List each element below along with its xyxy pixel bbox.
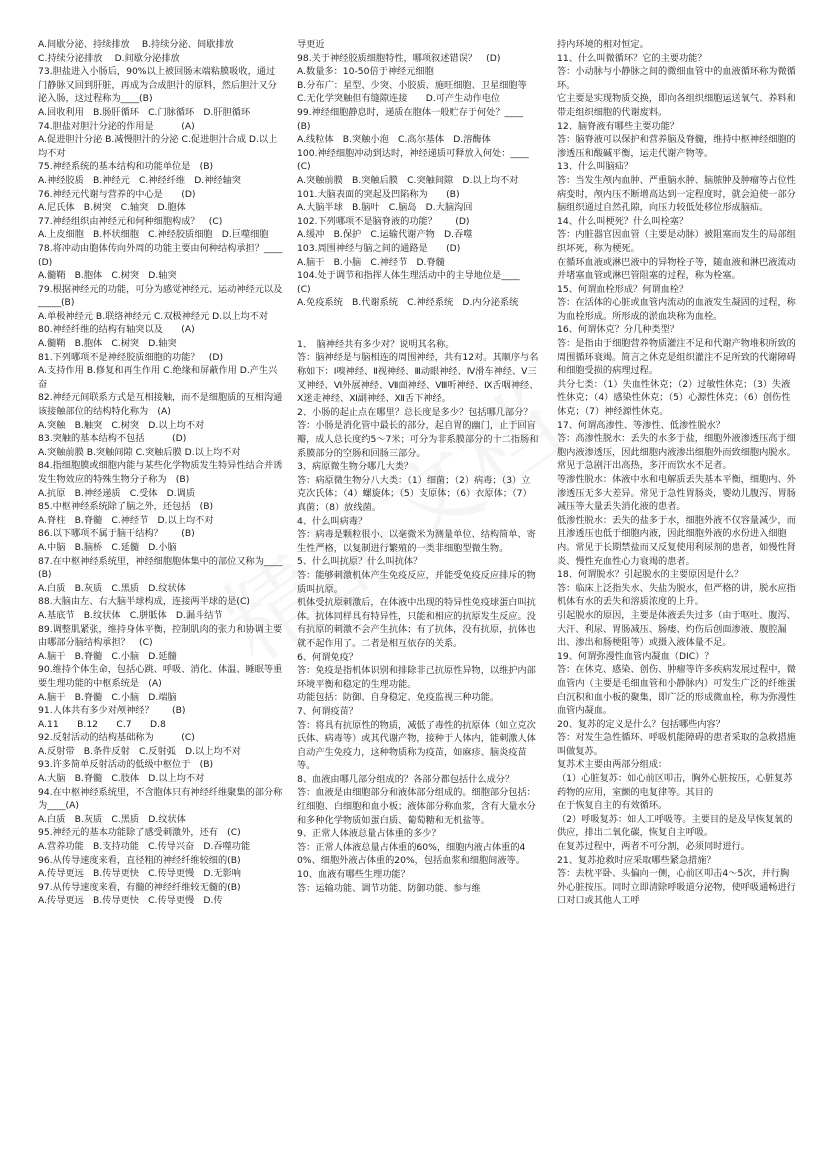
text-line: A.上皮细胞 B.杯状细胞 C.神经胶质细胞 D.巨噬细胞 bbox=[38, 229, 269, 241]
text-line: 21、复苏抢救时应采取哪些紧急措施？ bbox=[557, 854, 716, 866]
text-line: C.持续分泌排放 D.间歇分泌排放 bbox=[38, 52, 180, 64]
text-line: 在于恢复自主的有效循环。 bbox=[557, 800, 668, 812]
text-line: 答：当发生颅内血肿、严重脑水肿、脑脓肿及肿瘤等占位性病变时，颅内压不断增高达到一定程度时，就会迫使一部分脑组织通过自然孔隙，向压力较低处移位形成脑疝。 bbox=[557, 174, 796, 214]
text-line: 9、正常人体液总量占体重的多少？ bbox=[297, 828, 441, 840]
text-line: 19、何谓弥漫性血管内凝血（DIC）？ bbox=[557, 650, 714, 662]
text-line: 87.在中枢神经系统里，神经细胞胞体集中的部位又称为____ (B) bbox=[38, 555, 292, 581]
text-line: 8、血液由哪几部分组成的？各部分都包括什么成分？ bbox=[297, 773, 515, 785]
text-line: A.数量多：10-50倍于神经元细胞 bbox=[297, 66, 434, 78]
text-line: A.白质 B.灰质 C.黑质 D.纹状体 bbox=[38, 813, 186, 825]
text-line: 1、 脑神经共有多少对？说明其名称。 bbox=[297, 338, 455, 350]
text-line: 94.在中枢神经系统里，不含胞体只有神经纤维聚集的部分称为____(A) bbox=[38, 786, 283, 812]
text-line: （1）心脏复苏：如心前区叩击，胸外心脏按压，心脏复苏药物的应用，室颤的电复律等。其目的 bbox=[557, 773, 793, 798]
text-line: 102.下列哪项不是脑脊液的功能？ (D) bbox=[297, 215, 470, 227]
text-line: A.回收利用 B.肠肝循环 C.门脉循环 D.肝胆循环 bbox=[38, 106, 251, 118]
text-line: 7、何谓疫苗？ bbox=[297, 705, 358, 717]
text-line: 77.神经组织由神经元和何种细胞构成？ (C) bbox=[38, 215, 223, 227]
text-line: 18、何谓脱水？引起脱水的主要原因是什么？ bbox=[557, 569, 744, 581]
text-line: 答：是指由于细胞营养物质灌注不足和代谢产物堆积所致的周围循环衰竭。简言之休克是组织灌注不足所致的代谢障碍和细胞受损的病理过程。 bbox=[557, 338, 796, 377]
text-line: A.单极神经元 B.联络神经元 C.双极神经元 D.以上均不对 bbox=[38, 310, 269, 322]
text-line: 80.神经纤维的结构有轴突以及 (A) bbox=[38, 324, 195, 336]
text-line: 75.神经系统的基本结构和功能单位是 (B) bbox=[38, 161, 214, 173]
column-middle bbox=[297, 38, 539, 895]
text-line: 89.调整肌紧张，维持身体平衡，控制肌肉的张力和协调主要由哪部分脑结构承担？ (C) bbox=[38, 623, 283, 649]
text-line: 复苏术主要由两部分组成： bbox=[557, 759, 668, 771]
section-gap bbox=[297, 324, 539, 338]
text-line: 83.突触的基本结构不包括 (D) bbox=[38, 433, 187, 445]
text-line: 73.胆盐进入小肠后，90%以上被回肠末端粘膜吸收，通过门静脉又回到肝脏，再成为合成胆汁的原料，然后胆汁又分泌入肠，这过程称为____(B) bbox=[38, 66, 277, 105]
text-line: 13、什么叫脑疝？ bbox=[557, 161, 634, 173]
text-line: 17、何谓高渗性、等渗性、低渗性脱水？ bbox=[557, 419, 725, 431]
text-line: A.大脑半球 B.脑叶 C.脑岛 D.大脑沟回 bbox=[297, 202, 473, 214]
text-line: A.营养功能 B.支持功能 C.传导兴奋 D.吞噬功能 bbox=[38, 841, 251, 853]
text-line: 78.将冲动由胞体传向外周的功能主要由何种结构承担？____ (D) bbox=[38, 242, 292, 268]
text-line: A.大脑 B.脊髓 C.肢体 D.以上均不对 bbox=[38, 773, 205, 785]
text-line: 20、复苏的定义是什么？包括哪些内容？ bbox=[557, 718, 725, 730]
text-line: A.脑干 B.脊髓 C.小脑 D.延髓 bbox=[38, 650, 177, 662]
text-line: A.11 B.12 C.7 D.8 bbox=[38, 718, 166, 730]
text-line: A.白质 B.灰质 C.黑质 D.纹状体 bbox=[38, 582, 186, 594]
text-line: 答：正常人体液总量占体重的60%，细胞内液占体重的40%、细胞外液占体重的20%，包括血浆和细胞间液等。 bbox=[297, 841, 526, 867]
text-line: 12、脑脊液有哪些主要功能？ bbox=[557, 120, 679, 132]
mcq-continued bbox=[297, 38, 539, 310]
text-line: A.突触前膜 B.突触间隙 C.突触后膜 D.以上均不对 bbox=[38, 446, 241, 458]
text-line: 答：血液是由细胞部分和液体部分组成的。细胞部分包括：红细胞、白细胞和血小板；液体部分称血浆，含有大量水分和多种化学物质如蛋白质、葡萄糖和无机盐等。 bbox=[297, 787, 536, 826]
text-line: 81.下列哪项不是神经胶质细胞的功能？ (D) bbox=[38, 351, 224, 363]
text-line: 等渗性脱水：体液中水和电解质丢失基本平衡，细胞内、外渗透压无多大差异。常见于急性胃肠炎，婴幼儿腹泻、胃肠减压等大量丢失消化液的患者。 bbox=[557, 474, 796, 513]
text-line: 104.处于调节和指挥人体生理活动中的主导地位是____ (C) bbox=[297, 270, 529, 295]
text-line: 5、什么叫抗原？什么叫抗体？ bbox=[297, 556, 423, 568]
text-line: 11、什么叫微循环？它的主要功能？ bbox=[557, 52, 707, 64]
column-left bbox=[38, 38, 292, 908]
text-line: A.基底节 B.纹状体 C.胼胝体 D.漏斗结节 bbox=[38, 609, 223, 621]
text-line: 98.关于神经胶质细胞特性，哪项叙述错误？ (D) bbox=[297, 52, 501, 64]
text-line: 2、小肠的起止点在哪里？总长度是多少？包括哪几部分？ bbox=[297, 406, 533, 418]
text-line: 答：免疫是指机体识别和排除非己抗原性异物，以维护内部环境平衡和稳定的生理功能。 bbox=[297, 665, 536, 690]
text-line: 99.神经细胞静息时，递质在胞体一般贮存于何处？____ (B) bbox=[297, 106, 533, 132]
text-line: 82.神经元间联系方式是互相接触，而不是细胞质的互相沟通该接触部位的结构特化称为 (A) bbox=[38, 392, 283, 418]
text-line: A.中脑 B.脑桥 C.延髓 D.小脑 bbox=[38, 541, 177, 553]
text-line: A.尼氏体 B.树突 C.轴突 D.胞体 bbox=[38, 202, 186, 214]
text-line: 答：运输功能、调节功能、防御功能、参与维 bbox=[297, 882, 481, 894]
text-line: A.髓鞘 B.胞体 C.树突 D.轴突 bbox=[38, 338, 177, 350]
text-line: C.无化学突触但有缝隙连接 D.可产生动作电位 bbox=[297, 93, 501, 105]
text-line: 答：小动脉与小静脉之间的微细血管中的血液循环称为微循环。 bbox=[557, 66, 796, 91]
text-line: 答：去枕平卧、头偏向一侧，心前区叩击4～5次，并行胸外心脏按压。同时立即清除呼吸道分泌物，使呼吸通畅进行口对口或其他人工呼 bbox=[557, 868, 796, 907]
text-line: 101.大脑表面的突起及凹陷称为 (B) bbox=[297, 188, 460, 200]
text-line: A.神经胶质 B.神经元 C.神经纤维 D.神经轴突 bbox=[38, 174, 241, 186]
text-line: A.反射带 B.条件反射 C.反射弧 D.以上均不对 bbox=[38, 745, 241, 757]
text-line: B.分布广：星型、少突、小胶质、施旺细胞、卫星细胞等 bbox=[297, 79, 527, 91]
text-line: 答：病毒是颗粒很小、以毫微米为测量单位、结构简单、寄生性严格，以复制进行繁殖的一类非细胞型微生物。 bbox=[297, 529, 536, 554]
text-line: 96.从传导速度来看，直径粗的神经纤维较细的(B) bbox=[38, 854, 241, 866]
text-line: 持内环境的相对恒定。 bbox=[557, 39, 649, 50]
text-line: A.髓鞘 B.胞体 C.树突 D.轴突 bbox=[38, 270, 177, 282]
text-line: 答：临床上泛指失水、失盐为脱水，但严格的讲，脱水应指机体有水的丢失和溶质浓度的上升。 bbox=[557, 582, 796, 608]
text-line: A.线粒体 B.突触小泡 C.高尔基体 D.溶酶体 bbox=[297, 134, 491, 146]
text-line: 答：小肠是消化管中最长的部分，起自胃的幽门，止于回盲瓣，成人总长度约5～7米；可分为非系膜部分的十二指肠和系膜部分的空肠和回肠三部分。 bbox=[297, 420, 539, 459]
text-line: 95.神经元的基本功能除了感受刺激外，还有 (C) bbox=[38, 827, 241, 839]
text-line: 14、什么叫梗死？什么叫栓塞？ bbox=[557, 215, 689, 227]
text-line: 103.周围神经与脑之间的通路是 (D) bbox=[297, 242, 461, 254]
text-line: 答：在休克、感染、创伤、肿瘤等许多疾病发展过程中，微血管内（主要是毛细血管和小静脉内）可发生广泛的纤维蛋白沉积和血小板的聚集，即广泛的形成微血栓，称为弥漫性血管内凝血。 bbox=[557, 664, 796, 717]
text-line: 它主要是实现物质交换，即向各组织细胞运送氧气、养料和带走组织细胞的代谢废料。 bbox=[557, 93, 796, 118]
qa-section bbox=[297, 338, 539, 895]
text-line: 答：脑神经是与脑相连的周围神经，共有12对。其顺序与名称如下：Ⅰ嗅神经、Ⅱ视神经、Ⅲ动眼神经、Ⅳ滑车神经、Ⅴ三叉神经、Ⅵ外展神经、Ⅶ面神经、Ⅷ听神经、Ⅸ舌咽神经、Ⅹ迷走神经、Ⅺ副神经、Ⅻ舌下神经。 bbox=[297, 352, 539, 405]
text-line: 答：在活体的心脏或血管内流动的血液发生凝固的过程，称为血栓形成。所形成的淤血块称为血栓。 bbox=[557, 297, 796, 322]
text-line: 答：对发生急性循环、呼吸机能障碍的患者采取的急救措施叫做复苏。 bbox=[557, 732, 796, 757]
text-line: 86.以下哪项不属于脑干结构？ (B) bbox=[38, 528, 195, 540]
text-line: A.抗原 B.神经递质 C.受体 D.调质 bbox=[38, 487, 196, 499]
text-line: 90.维持个体生命，包括心跳、呼吸、消化、体温、睡眠等重要生理功能的中枢系统是 (A) bbox=[38, 664, 283, 689]
text-line: 在复苏过程中，两者不可分割，必须同时进行。 bbox=[557, 841, 750, 853]
text-line: 机体受抗原刺激后，在体液中出现的特异性免疫球蛋白叫抗体。抗体同样具有特异性，只能和相应的抗原发生反应。没有抗原的刺激不会产生抗体；有了抗体，没有抗原，抗体也就不起作用了。二者是相互依存的关系。 bbox=[297, 597, 536, 649]
text-line: 导更近 bbox=[297, 39, 325, 50]
text-line: 76.神经元代谢与营养的中心是 (D) bbox=[38, 188, 196, 200]
text-line: 答：内脏器官因血管（主要是动脉）被阻塞而发生的局部组织坏死，称为梗死。 bbox=[557, 229, 796, 254]
text-line: 答：将具有抗原性的物质，减低了毒性的抗原体（如立克次氏体、病毒等）或其代谢产物，接种于人体内，能刺激人体自动产生免疫力，这种物质称为疫苗，如麻疹、脑炎疫苗等。 bbox=[297, 719, 536, 772]
section-gap bbox=[297, 310, 539, 324]
text-line: A.脑干 B.小脑 C.神经节 D.脊髓 bbox=[297, 256, 445, 268]
text-line: 92.反射活动的结构基础称为 (C) bbox=[38, 732, 195, 744]
text-line: 74.胆盐对胆汁分泌的作用是 (A) bbox=[38, 120, 195, 132]
text-line: 答：能够刺激机体产生免疫反应，并能受免疫反应排斥的物质叫抗原。 bbox=[297, 569, 536, 595]
text-line: 共分七类：（1）失血性休克；（2）过敏性休克；（3）失液性休克；（4）感染性休克；（5）心源性休克；（6）创伤性休克；（7）神经源性休克。 bbox=[557, 378, 791, 418]
text-line: A.脑干 B.脊髓 C.小脑 D.端脑 bbox=[38, 691, 177, 703]
text-line: A.传导更远 B.传导更快 C.传导更慢 D.传 bbox=[38, 895, 223, 907]
text-line: 4、什么叫病毒？ bbox=[297, 515, 368, 527]
text-line: A.脊柱 B.脊髓 C.神经节 D.以上均不对 bbox=[38, 514, 214, 526]
text-line: 100.神经细胞冲动到达时，神经递质可释放入何处：____ (C) bbox=[297, 147, 538, 173]
text-line: 6、何谓免疫？ bbox=[297, 651, 358, 663]
text-line: （2）呼吸复苏：如人工呼吸等。主要目的是及早恢复氧的供应，排出二氧化碳，恢复自主呼吸。 bbox=[557, 813, 793, 839]
text-line: 引起脱水的原因，主要是体液丢失过多（由于呕吐、腹泻、大汗、利尿、胃肠减压、肠瘘、灼伤后创面渗液、腹腔漏出、渗出和肠梗阻等）或摄入液体量不足。 bbox=[557, 609, 796, 649]
text-line: 15、何谓血栓形成？何谓血栓？ bbox=[557, 283, 689, 295]
column-right bbox=[557, 38, 797, 908]
text-line: 10、血液有哪些生理功能？ bbox=[297, 869, 410, 881]
text-line: A.缓冲 B.保护 C.运输代谢产物 D.吞噬 bbox=[297, 229, 473, 241]
text-line: 93.许多简单反射活动的低级中枢位于 (B) bbox=[38, 759, 214, 771]
text-line: A.促进胆汁分泌 B.减慢胆汁的分泌 C.促进胆汁合成 D.以上均不对 bbox=[38, 134, 278, 159]
text-line: 功能包括：防御、自身稳定、免疫监视三种功能。 bbox=[297, 692, 500, 704]
text-line: 85.中枢神经系统除了脑之外，还包括 (B) bbox=[38, 501, 214, 513]
text-line: 答：高渗性脱水：丢失的水多于盐，细胞外液渗透压高于细胞内液渗透压，因此细胞内液渗出细胞外而致细胞内脱水。常见于急剧汗出高热，多汗而饮水不足者。 bbox=[557, 433, 796, 472]
text-line: A.间歇分泌、持续排放 B.持续分泌、间歇排放 bbox=[38, 39, 234, 50]
text-line: 79.根据神经元的功能，可分为感觉神经元、运动神经元以及_____(B) bbox=[38, 283, 283, 309]
text-line: 答：脑脊液可以保护和营养脑及脊髓，维持中枢神经细胞的渗透压和酸碱平衡，运走代谢产物等。 bbox=[557, 134, 796, 159]
text-line: A.支持作用 B.修复和再生作用 C.绝缘和屏蔽作用 D.产生兴奋 bbox=[38, 365, 278, 390]
text-line: 在循环血液或淋巴液中的异物栓子等，随血液和淋巴液流动并堵塞血管或淋巴管阻塞的过程，称为栓塞。 bbox=[557, 256, 796, 282]
text-line: 16、何谓休克？分几种类型？ bbox=[557, 324, 679, 336]
text-line: 91.人体共有多少对颅神经？ (B) bbox=[38, 705, 186, 717]
text-line: A.传导更远 B.传导更快 C.传导更慢 D.无影响 bbox=[38, 868, 241, 880]
text-line: A.突触前膜 B.突触后膜 C.突触间隙 D.以上均不对 bbox=[297, 174, 519, 186]
text-line: 97.从传导速度来看，有髓的神经纤维较无髓的(B) bbox=[38, 881, 241, 893]
text-line: 低渗性脱水：丢失的盐多于水，细胞外液不仅容量减少，而且渗透压也低于细胞内液，因此细胞外液的水份进入细胞内。常见于长期禁盐而又反复使用利尿剂的患者，如慢性肾炎、慢性充血性心力衰竭的患者。 bbox=[557, 514, 796, 567]
text-line: 3、病原微生物分哪几大类？ bbox=[297, 461, 414, 473]
text-line: A.突触 B.触突 C.树突 D.以上均不对 bbox=[38, 419, 205, 431]
text-line: 84.指细胞膜或细胞内能与某些化学物质发生特异性结合并诱发生物效应的特殊生物分子称为 (B) bbox=[38, 460, 283, 485]
text-line: 88.大脑由左、右大脑半球构成，连接两半球的是(C) bbox=[38, 596, 250, 608]
text-line: 答：病原微生物分八大类：（1）细菌；（2）病毒；（3）立克次氏体；（4）螺旋体；（5）支原体；（6）衣原体；（7）真菌；（8）放线菌。 bbox=[297, 474, 532, 513]
text-line: A.免疫系统 B.代谢系统 C.神经系统 D.内分泌系统 bbox=[297, 297, 519, 309]
